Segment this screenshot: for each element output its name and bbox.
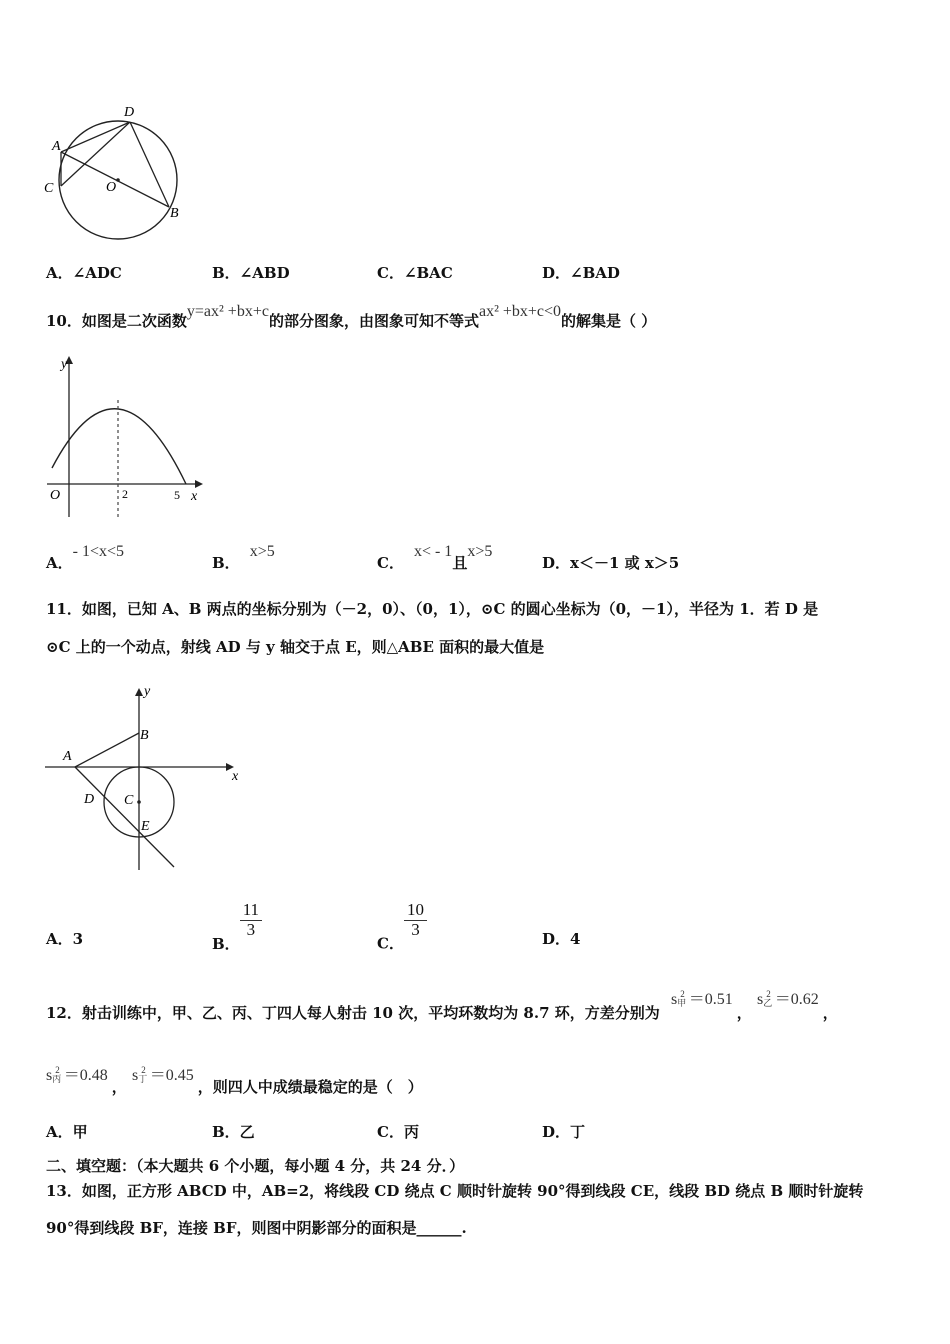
q13-stem-line-2: 90°得到线段 BF，连接 BF，则图中阴影部分的面积是______. <box>46 1219 467 1237</box>
q9-option-c[interactable]: C．∠BAC <box>377 264 453 282</box>
label-e: E <box>141 819 150 834</box>
label-y: y <box>144 684 151 699</box>
q12-variance-yi <box>757 991 823 1008</box>
q12-stem-line-1 <box>46 986 838 1022</box>
q9-option-a[interactable]: A．∠ADC <box>46 264 122 282</box>
q11-option-c-fraction <box>404 901 427 939</box>
q11-option-b-label: B． <box>212 934 240 953</box>
q12-yi-sub: 乙 <box>763 998 773 1008</box>
parabola-curve <box>52 409 186 484</box>
label-c: C <box>44 181 54 196</box>
q12-option-c[interactable]: C．丙 <box>377 1123 419 1141</box>
label-d: D <box>84 792 95 807</box>
q11-option-d[interactable]: D．4 <box>542 930 581 948</box>
q10-option-a-label: A． <box>46 554 73 572</box>
q10-option-c[interactable] <box>377 540 493 572</box>
q10-option-a[interactable] <box>46 540 125 572</box>
label-x: x <box>232 769 239 784</box>
label-5: 5 <box>174 488 180 502</box>
label-a: A <box>52 139 61 154</box>
q10-formula-1: y=ax² +bx+c <box>186 303 269 320</box>
q12-comma-2: ， <box>822 1004 838 1022</box>
q11-option-c-denominator: 3 <box>411 919 420 939</box>
q10-formula-2: ax² +bx+c<0 <box>478 303 562 320</box>
chord-db <box>130 122 169 207</box>
q11-stem-line-1: 11．如图，已知 A、B 两点的坐标分别为（－2，0）、（0，1），⊙C 的圆心坐标为（0，－1），半径为 1．若 D 是 <box>46 600 819 618</box>
label-c: C <box>124 793 134 808</box>
q12-jia-value: ＝0.51 <box>688 991 733 1008</box>
q9-option-b[interactable]: B．∠ABD <box>212 264 290 282</box>
label-2: 2 <box>122 487 128 501</box>
q11-option-b-fraction <box>240 901 262 939</box>
q9-option-d[interactable]: D．∠BAD <box>542 264 620 282</box>
q12-ding-sub: 丁 <box>138 1074 148 1084</box>
q11-option-c[interactable] <box>377 901 427 954</box>
q12-bing-sup: 2 <box>55 1065 60 1075</box>
chord-cd <box>61 122 130 186</box>
center-dot <box>137 800 141 804</box>
q12-text-1: 12．射击训练中，甲、乙、丙、丁四人每人射击 10 次，平均环数均为 8.7 环，方差分别为 <box>46 1004 660 1022</box>
q12-bing-s: s <box>46 1067 53 1084</box>
q12-yi-value: ＝0.62 <box>774 991 819 1008</box>
q10-option-a-value: - 1<x<5 <box>72 543 125 560</box>
q12-ding-value: ＝0.45 <box>149 1067 194 1084</box>
q10-option-c-and: 且 <box>452 554 468 572</box>
q11-option-b-numerator: 11 <box>240 901 262 921</box>
q12-variance-jia <box>671 991 737 1008</box>
y-axis-arrow <box>135 688 143 696</box>
label-d: D <box>124 105 135 120</box>
q11-circle-figure <box>40 680 250 875</box>
label-y: y <box>61 357 68 372</box>
x-axis-arrow <box>195 480 203 488</box>
q13-stem-line-1: 13．如图，正方形 ABCD 中，AB=2，将线段 CD 绕点 C 顺时针旋转 90°得到线段 CE，线段 BD 绕点 B 顺时针旋转 <box>46 1182 864 1200</box>
q12-variance-ding <box>132 1067 198 1084</box>
q12-yi-sup: 2 <box>766 989 771 999</box>
q12-bing-value: ＝0.48 <box>63 1067 108 1084</box>
q11-option-b-denominator: 3 <box>246 919 256 939</box>
q11-option-a[interactable]: A．3 <box>46 930 84 948</box>
q12-comma-3: ， <box>111 1078 127 1096</box>
segment-ab <box>75 733 139 767</box>
center-dot <box>116 178 120 182</box>
q10-option-c-label: C． <box>377 554 404 572</box>
q10-stem <box>46 300 657 330</box>
section-2-title: 二、填空题：（本大题共 6 个小题，每小题 4 分，共 24 分．） <box>46 1157 465 1175</box>
q12-yi-s: s <box>757 991 764 1008</box>
q10-option-b-value: x>5 <box>249 543 275 560</box>
q11-option-c-numerator: 10 <box>404 901 427 921</box>
q11-stem-line-2: ⊙C 上的一个动点，射线 AD 与 y 轴交于点 E，则△ABE 面积的最大值是 <box>46 638 545 656</box>
q10-option-c-value-2: x>5 <box>467 543 493 560</box>
q11-option-b[interactable] <box>212 901 262 954</box>
q12-option-d[interactable]: D．丁 <box>542 1123 586 1141</box>
q12-option-a[interactable]: A．甲 <box>46 1123 88 1141</box>
label-o: O <box>106 180 117 195</box>
q10-option-b-label: B． <box>212 554 240 572</box>
label-b: B <box>140 728 149 743</box>
q12-ding-sup: 2 <box>141 1065 146 1075</box>
q11-option-c-label: C． <box>377 934 404 953</box>
label-a: A <box>63 749 72 764</box>
q10-text-1: 10．如图是二次函数 <box>46 312 187 330</box>
q12-jia-sub: 甲 <box>677 998 687 1008</box>
q9-circle-figure <box>38 100 198 245</box>
q10-parabola-figure <box>44 352 214 522</box>
ray-ad <box>75 767 174 867</box>
q12-stem-line-2 <box>46 1062 423 1096</box>
q12-jia-sup: 2 <box>680 989 685 999</box>
q12-ding-s: s <box>132 1067 139 1084</box>
q12-bing-sub: 丙 <box>52 1074 62 1084</box>
q10-option-b[interactable] <box>212 540 275 572</box>
q10-text-3: 的解集是（ ） <box>561 312 657 330</box>
q12-option-b[interactable]: B．乙 <box>212 1123 255 1141</box>
q12-text-2: ，则四人中成绩最稳定的是（ ） <box>197 1078 423 1096</box>
q12-jia-s: s <box>670 991 678 1008</box>
label-o: O <box>50 488 61 503</box>
q12-comma-1: ， <box>736 1004 752 1022</box>
q10-text-2: 的部分图象，由图象可知不等式 <box>268 312 479 330</box>
q10-option-d[interactable]: D．x＜－1 或 x＞5 <box>542 554 680 572</box>
chord-ad <box>61 122 130 152</box>
label-x: x <box>191 489 198 504</box>
q10-option-c-value-1: x< - 1 <box>413 543 453 560</box>
q12-variance-bing <box>46 1067 112 1084</box>
label-b: B <box>170 206 179 221</box>
